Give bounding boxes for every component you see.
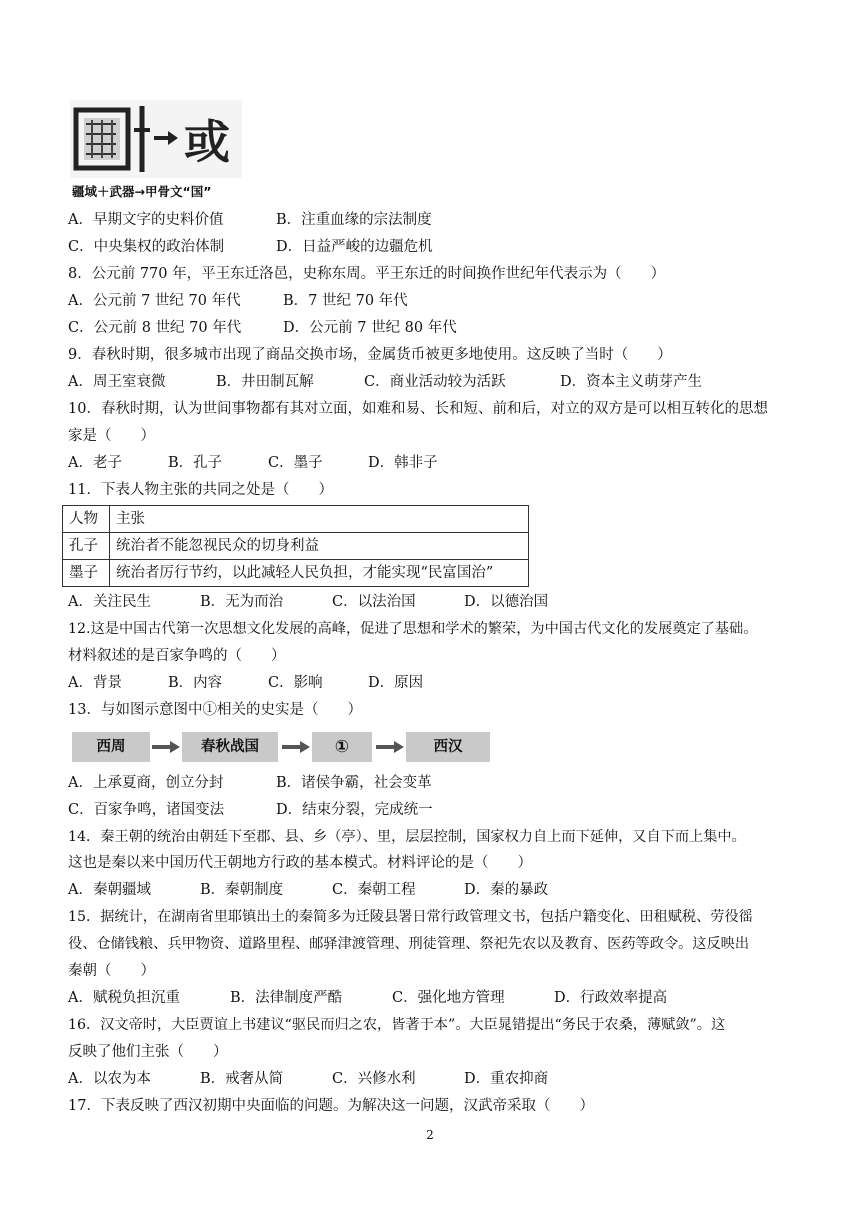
q15-stem-line1: 15．据统计，在湖南省里耶镇出土的秦简多为迁陵县署日常行政管理文书，包括户籍变化、田租赋税、劳役徭 bbox=[68, 909, 753, 925]
q9-option-b[interactable]: B．井田制瓦解 bbox=[216, 374, 314, 390]
q7-options-row1 bbox=[68, 210, 432, 230]
q11-option-b[interactable]: B．无为而治 bbox=[200, 594, 284, 610]
q14-option-a[interactable]: A．秦朝疆域 bbox=[68, 882, 151, 898]
q14-option-b[interactable]: B．秦朝制度 bbox=[200, 882, 284, 898]
guo-glyph-evolution-icon bbox=[70, 100, 242, 178]
q13-option-b[interactable]: B．诸侯争霸，社会变革 bbox=[276, 775, 432, 791]
arrow-right-icon bbox=[376, 741, 404, 753]
q13-option-d[interactable]: D．结束分裂，完成统一 bbox=[276, 802, 433, 818]
q16-option-d[interactable]: D．重农抑商 bbox=[464, 1071, 549, 1087]
q14-stem-line2: 这也是秦以来中国历代王朝地方行政的基本模式。材料评论的是（ ） bbox=[68, 855, 532, 871]
timeline-box-chunqiu-zhanguo: 春秋战国 bbox=[182, 732, 278, 762]
q10-stem-line2: 家是（ ） bbox=[68, 428, 155, 444]
arrow-right-icon bbox=[282, 741, 310, 753]
oracle-bone-figure bbox=[68, 98, 243, 204]
q13-option-a[interactable]: A．上承夏商，创立分封 bbox=[68, 775, 224, 791]
q15-options bbox=[68, 988, 667, 1008]
q14-stem-line1: 14．秦王朝的统治由朝廷下至郡、县、乡（亭）、里，层层控制，国家权力自上而下延伸，又自下而上集中。 bbox=[68, 829, 746, 845]
q9-option-a[interactable]: A．周王室衰微 bbox=[68, 374, 166, 390]
q12-option-a[interactable]: A．背景 bbox=[68, 675, 122, 691]
q12-option-b[interactable]: B．内容 bbox=[168, 675, 223, 691]
q11-option-a[interactable]: A．关注民生 bbox=[68, 594, 151, 610]
timeline-box-xihan: 西汉 bbox=[406, 732, 490, 762]
q11-option-c[interactable]: C．以法治国 bbox=[332, 594, 416, 610]
table-header-row bbox=[63, 506, 529, 533]
q12-option-d[interactable]: D．原因 bbox=[368, 675, 424, 691]
q15-option-a[interactable]: A．赋税负担沉重 bbox=[68, 990, 180, 1006]
table-row bbox=[63, 560, 529, 587]
q7-options-row2 bbox=[68, 237, 433, 257]
q11-option-d[interactable]: D．以德治国 bbox=[464, 594, 549, 610]
q9-option-c[interactable]: C．商业活动较为活跃 bbox=[364, 374, 506, 390]
q11-options bbox=[68, 592, 548, 612]
q9-options bbox=[68, 372, 702, 392]
table-header-cell: 人物 bbox=[63, 506, 110, 533]
q8-option-d[interactable]: D．公元前 7 世纪 80 年代 bbox=[283, 320, 457, 336]
q13-options-row2 bbox=[68, 800, 433, 820]
arrow-right-icon bbox=[152, 741, 180, 753]
q7-option-a[interactable]: A．早期文字的史料价值 bbox=[68, 212, 224, 228]
q17-stem: 17．下表反映了西汉初期中央面临的问题。为解决这一问题，汉武帝采取（ ） bbox=[68, 1098, 594, 1114]
q10-stem-line1: 10．春秋时期，认为世间事物都有其对立面，如难和易、长和短、前和后，对立的双方是可以相互转化的思想 bbox=[68, 401, 768, 417]
table-cell: 墨子 bbox=[63, 560, 110, 587]
q16-option-b[interactable]: B．戒奢从简 bbox=[200, 1071, 284, 1087]
q10-options bbox=[68, 453, 438, 473]
q8-options-row2 bbox=[68, 318, 457, 338]
q8-option-c[interactable]: C．公元前 8 世纪 70 年代 bbox=[68, 320, 242, 336]
q8-option-a[interactable]: A．公元前 7 世纪 70 年代 bbox=[68, 293, 241, 309]
table-cell: 统治者不能忽视民众的切身利益 bbox=[110, 533, 529, 560]
q12-options bbox=[68, 673, 423, 693]
q12-stem-line1: 12.这是中国古代第一次思想文化发展的高峰，促进了思想和学术的繁荣，为中国古代文化的发展奠定了基础。 bbox=[68, 621, 758, 637]
q8-stem: 8．公元前 770 年，平王东迁洛邑，史称东周。平王东迁的时间换作世纪年代表示为（ ） bbox=[68, 266, 666, 282]
q7-option-c[interactable]: C．中央集权的政治体制 bbox=[68, 239, 225, 255]
q15-stem-line3: 秦朝（ ） bbox=[68, 963, 155, 979]
q13-options-row1 bbox=[68, 773, 432, 793]
table-cell: 统治者厉行节约，以此减轻人民负担，才能实现“民富国治” bbox=[110, 560, 529, 587]
table-row bbox=[63, 533, 529, 560]
q12-option-c[interactable]: C．影响 bbox=[268, 675, 323, 691]
table-header-cell: 主张 bbox=[110, 506, 529, 533]
q7-option-d[interactable]: D．日益严峻的边疆危机 bbox=[276, 239, 433, 255]
q15-option-b[interactable]: B．法律制度严酷 bbox=[230, 990, 343, 1006]
q14-option-c[interactable]: C．秦朝工程 bbox=[332, 882, 416, 898]
oracle-bone-image bbox=[70, 100, 242, 178]
q13-stem: 13．与如图示意图中①相关的史实是（ ） bbox=[68, 702, 362, 718]
q10-option-b[interactable]: B．孔子 bbox=[168, 455, 223, 471]
q12-stem-line2: 材料叙述的是百家争鸣的（ ） bbox=[68, 648, 286, 664]
q10-option-d[interactable]: D．韩非子 bbox=[368, 455, 438, 471]
q8-option-b[interactable]: B．7 世纪 70 年代 bbox=[283, 293, 408, 309]
timeline-box-xizhou: 西周 bbox=[72, 732, 150, 762]
timeline-box-blank-1: ① bbox=[312, 732, 372, 762]
table-cell: 孔子 bbox=[63, 533, 110, 560]
q15-option-c[interactable]: C．强化地方管理 bbox=[392, 990, 505, 1006]
q16-option-a[interactable]: A．以农为本 bbox=[68, 1071, 151, 1087]
q16-stem-line2: 反映了他们主张（ ） bbox=[68, 1044, 228, 1060]
q16-options bbox=[68, 1069, 548, 1089]
q14-options bbox=[68, 880, 548, 900]
q15-option-d[interactable]: D．行政效率提高 bbox=[554, 990, 668, 1006]
q13-option-c[interactable]: C．百家争鸣，诸国变法 bbox=[68, 802, 225, 818]
q16-option-c[interactable]: C．兴修水利 bbox=[332, 1071, 416, 1087]
q9-stem: 9．春秋时期，很多城市出现了商品交换市场，金属货币被更多地使用。这反映了当时（ ） bbox=[68, 347, 672, 363]
q7-option-b[interactable]: B．注重血缘的宗法制度 bbox=[276, 212, 432, 228]
q11-stem: 11．下表人物主张的共同之处是（ ） bbox=[68, 482, 333, 498]
page-number: 2 bbox=[426, 1128, 434, 1142]
q9-option-d[interactable]: D．资本主义萌芽产生 bbox=[560, 374, 703, 390]
q8-options-row1 bbox=[68, 291, 408, 311]
q14-option-d[interactable]: D．秦的暴政 bbox=[464, 882, 549, 898]
q15-stem-line2: 役、仓储钱粮、兵甲物资、道路里程、邮驿津渡管理、刑徒管理、祭祀先农以及教育、医药等政令。这反映出 bbox=[68, 936, 750, 952]
figure-caption: 疆域＋武器→甲骨文“国” bbox=[72, 184, 212, 199]
q10-option-a[interactable]: A．老子 bbox=[68, 455, 122, 471]
guo-oracle-char-icon: 或 bbox=[184, 115, 230, 169]
q16-stem-line1: 16．汉文帝时，大臣贾谊上书建议“驱民而归之农，皆著于本”。大臣晁错提出“务民于农桑，薄赋敛”。这 bbox=[68, 1017, 726, 1033]
q11-table bbox=[62, 505, 529, 587]
q10-option-c[interactable]: C．墨子 bbox=[268, 455, 323, 471]
